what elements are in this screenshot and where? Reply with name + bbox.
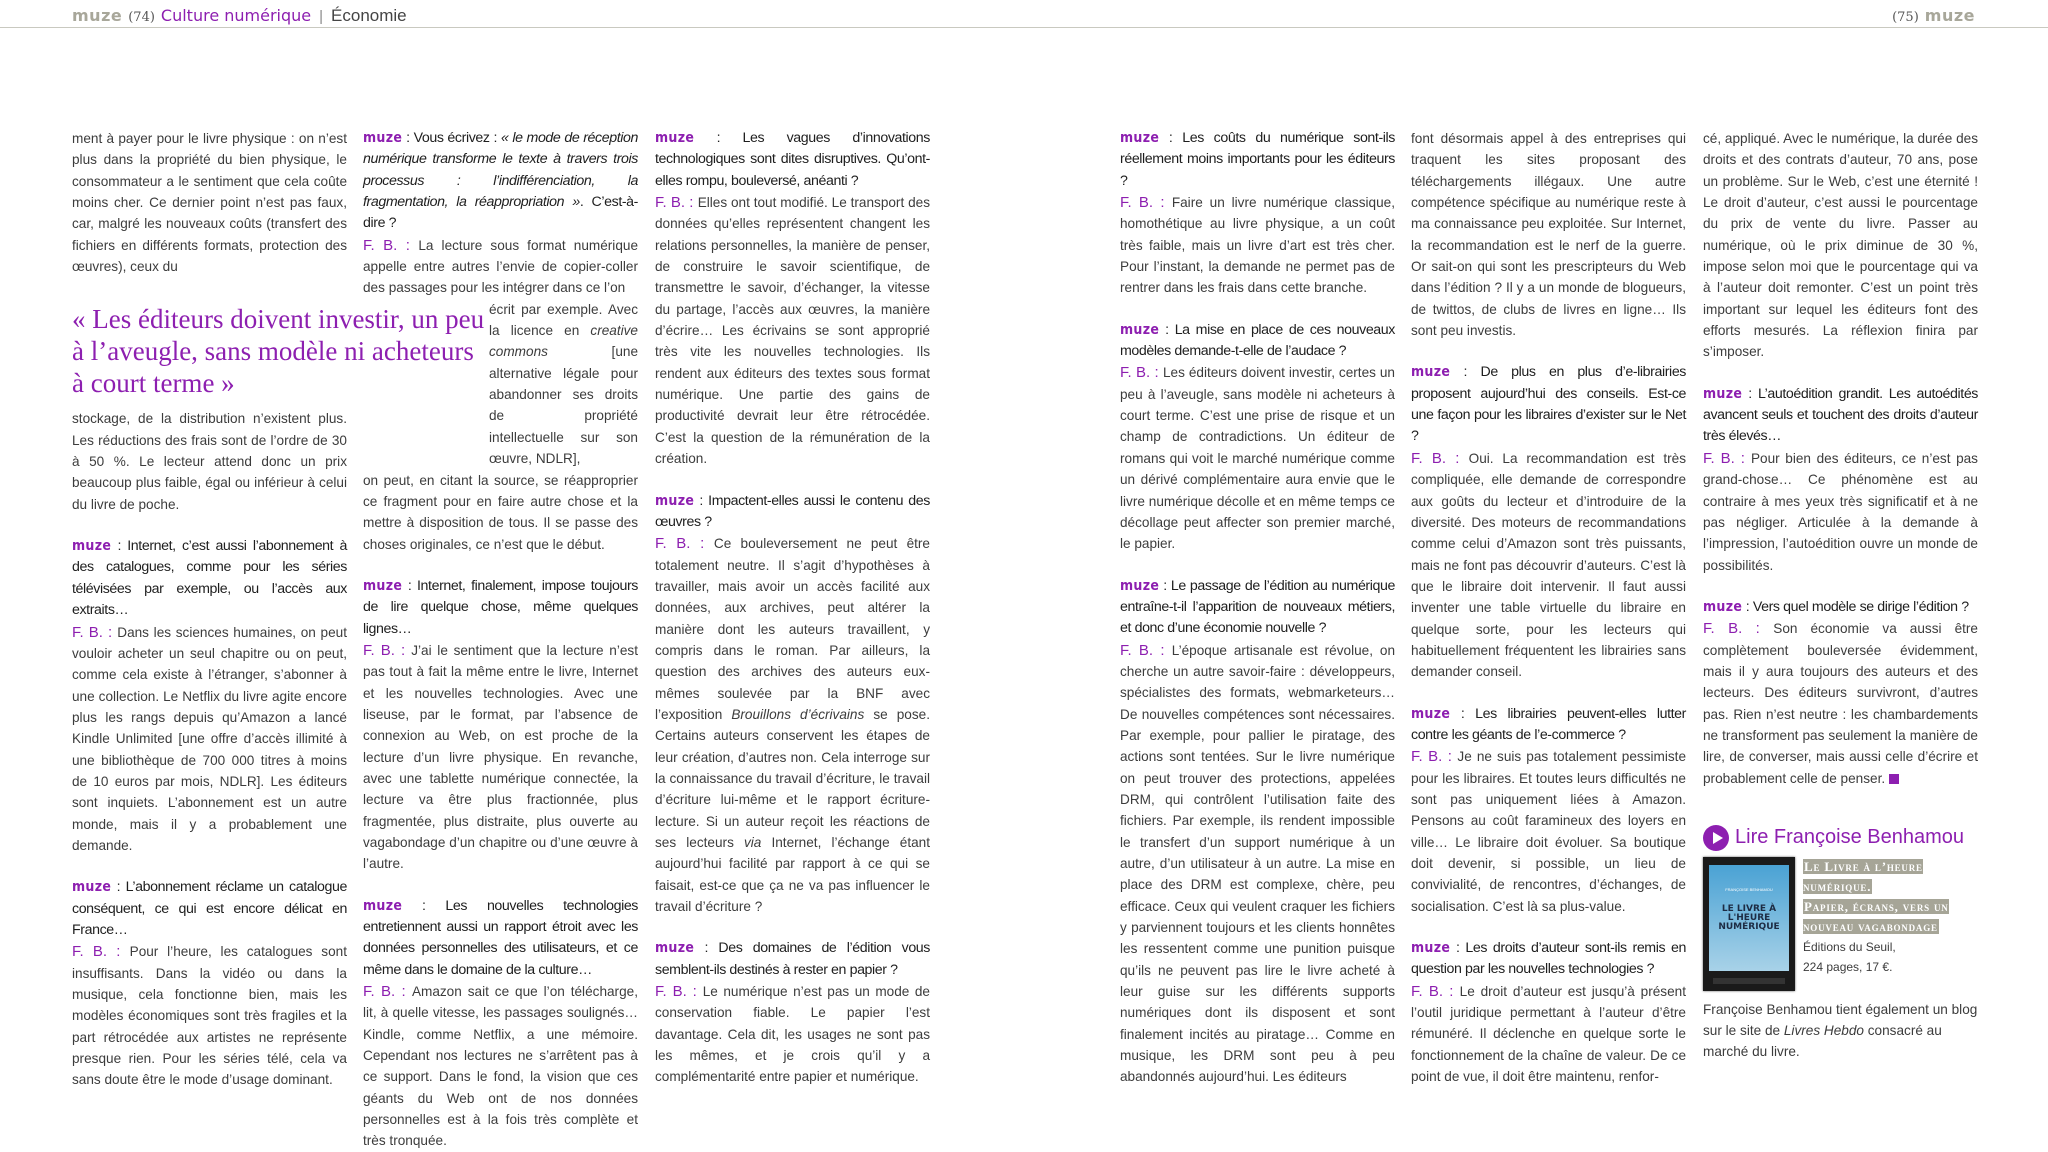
question: muze : Impactent-elles aussi le contenu des œuvres ?	[655, 492, 930, 530]
question: muze : Les droits d’auteur sont-ils remis en question par les nouvelles technologies ?	[1411, 940, 1686, 978]
interviewer-label: muze	[1703, 385, 1743, 402]
answer: F. B. : Le numérique n’est pas un mode de conservation fiable. Le papier l’est davantage. Cela dit, les usages ne sont pas les mêmes, et je crois qu’il y a complémentarité entre papier et numérique.	[655, 983, 930, 1085]
interviewee-label: F. B.	[1703, 449, 1735, 467]
interviewee-label: F. B.	[72, 623, 103, 641]
question: muze : L’abonnement réclame un catalogue conséquent, ce qui est encore délicat en France…	[72, 879, 347, 938]
column-5	[1411, 128, 1686, 1087]
interviewee-label: F. B.	[1411, 449, 1447, 467]
column-3	[655, 128, 930, 1088]
answer: F. B. : Elles ont tout modifié. Le transport des données qu’elles représentent changent les relations personnelles, la manière de penser, de construire le savoir scientifique, de transmettre le savoir, d’échanger, la vitesse du partage, l’accès aux œuvres, la manière d’écrire… Les écrivains se sont approprié très vite les nouvelles technologies. Ils rendent aux éditeurs des textes sous format numérique. Une partie des gains de productivité devrait leur être rétrocédée. C’est la question de la rémunération de la création.	[655, 194, 930, 467]
interviewee-label: F. B.	[1120, 194, 1154, 212]
interviewee-label: F. B.	[655, 535, 691, 553]
interviewer-label: muze	[72, 538, 112, 555]
interviewee-label: F. B.	[363, 236, 398, 254]
interviewer-label: muze	[1120, 577, 1160, 594]
column-1	[72, 128, 347, 1091]
question: muze : Le passage de l’édition au numérique entraîne-t-il l’apparition de nouveaux métiers, et donc d’une économie nouvelle ?	[1120, 577, 1395, 637]
answer: F. B. : Faire un livre numérique classique, homothétique au livre physique, a un coût très faible, mais un livre d’art est très cher. Pour l’instant, la demande ne permet pas de rentrer dans les frais dans cette branche.	[1120, 194, 1395, 296]
interviewer-label: muze	[1120, 130, 1160, 146]
question: muze : Les vagues d’innovations technologiques sont dites disruptives. Qu’ont-elles rompu, bouleversé, anéanti ?	[655, 130, 930, 189]
interviewee-label: F. B.	[1703, 620, 1743, 638]
body-paragraph: font désormais appel à des entreprises qui traquent les sites proposant des téléchargements illégaux. Une autre compétence spécifique au numérique reste à ma connaissance peu exploitée. Sur Internet, la recommandation est le nerf de la guerre. Or sait-on qui sont les prescripteurs du Web dans l’édition ? Il y a un monde de blogueurs, de twittos, de clubs de livres en ligne… Ils sont peu investis.	[1411, 131, 1686, 339]
answer: F. B. : Dans les sciences humaines, on peut vouloir acheter un seul chapitre ou on peut, comme cela existe à l’étranger, s’abonner à une collection. Le Netflix du livre agite encore plus les rangs depuis qu’Amazon a lancé Kindle Unlimited [une offre d’accès illimité à une bibliothèque de 700 000 titres à moins de 10 euros par mois, NDLR]. Les éditeurs sont inquiets. L’abonnement est un autre monde, mais il y a probablement une demande.	[72, 623, 347, 853]
interviewee-label: F. B.	[655, 194, 686, 212]
subsection-title: Économie	[331, 6, 407, 25]
muze-logo-left: muze	[72, 6, 123, 25]
page-number-left: (74)	[128, 10, 155, 25]
interviewer-label: muze	[1411, 940, 1451, 957]
book-subtitle: Papier, écrans, vers un nouveau vagabondage	[1803, 898, 1949, 934]
interviewer-label: muze	[363, 130, 403, 146]
interviewer-label: muze	[655, 492, 695, 509]
blog-note: Françoise Benhamou tient également un blog sur le site de Livres Hebdo consacré au marché du livre.	[1703, 1001, 1978, 1059]
interviewee-label: F. B.	[1411, 982, 1444, 1000]
interviewer-label: muze	[363, 897, 403, 914]
interviewee-label: F. B.	[1411, 748, 1443, 766]
answer: F. B. : J’ai le sentiment que la lecture n’est pas tout à fait la même entre le livre, Internet et les nouvelles technologies. Avec une liseuse, par le format, par l’absence de connexion au Web, on est proche de la lecture d’un livre physique. En revanche, avec une tablette numérique connectée, la lecture va être plus fractionnée, plus fragmentée, plus distraite, plus ouverte au vagabondage d’un chapitre ou d’une œuvre à l’autre.	[363, 641, 638, 872]
question: muze : Internet, c’est aussi l’abonnement à des catalogues, comme pour les séries télévisées par exemple, ou l’accès aux extraits…	[72, 538, 347, 619]
interviewer-label: muze	[655, 130, 695, 146]
interviewer-label: muze	[1411, 364, 1451, 381]
muze-logo-right: muze	[1924, 6, 1975, 25]
question: muze : Internet, finalement, impose toujours de lire quelque chose, même quelques lignes…	[363, 577, 638, 637]
answer: F. B. : Je ne suis pas totalement pessimiste pour les libraires. Et toutes leurs difficultés ne sont pas uniquement liées à Amazon. Pensons au coût faramineux des loyers en ville… Le libraire doit évoluer. Sa boutique doit devenir, si possible, un lieu de convivialité, de rencontres, d’échanges, de socialisation. C’est là sa plus-value.	[1411, 748, 1687, 914]
question: muze : Les coûts du numérique sont-ils réellement moins importants pour les éditeurs ?	[1120, 130, 1395, 189]
interviewee-label: F. B.	[363, 641, 395, 659]
page-number-right: (75)	[1892, 10, 1919, 25]
question: muze : Les nouvelles technologies entretiennent aussi un rapport étroit avec les données personnelles des utilisateurs, et ce même dans le domaine de la culture…	[363, 897, 638, 978]
question: muze : Vers quel modèle se dirige l’édition ?	[1703, 598, 1969, 615]
interviewer-label: muze	[1703, 598, 1743, 615]
book-title: Le Livre à l’heure numérique.	[1803, 858, 1923, 894]
answer: F. B. : Son économie va aussi être complètement bouleversée évidemment, mais il y aura toujours des auteurs et des lecteurs. Des éditeurs survivront, d’autres pas. Rien n’est neutre : les chambardements ne transforment pas seulement la manière de lire, de converser, mais aussi celle d’écrire et probablement celle de penser.	[1703, 620, 1978, 786]
body-paragraph: cé, appliqué. Avec le numérique, la durée des droits et des contrats d’auteur, 70 ans, pose un problème. Sur le Web, c’est une éternité ! Le droit d’auteur, c’est aussi le pourcentage du prix de vente du livre. Passer au numérique, où le prix diminue de 30 %, impose selon moi que le pourcentage qui va à l’auteur doit remonter. C’est un point très important sur lequel les éditeurs font des efforts mesurés. La réflexion finira par s’imposer.	[1703, 131, 1978, 360]
body-paragraph: stockage, de la distribution n’existent plus. Les réductions des frais sont de l’ordre de 30 à 50 %. Le lecteur attend donc un prix beaucoup plus faible, égal ou inférieur à celui du livre de poche.	[72, 411, 347, 512]
answer: F. B. : Le droit d’auteur est jusqu’à présent l’outil juridique permettant à l’auteur d’être rémunéré. Il déclenche en quelque sorte le fonctionnement de la chaîne de valeur. De ce point de vue, il doit être maintenu, renfor-	[1411, 982, 1686, 1085]
question: muze : Les librairies peuvent-elles lutter contre les géants de l’e-commerce ?	[1411, 705, 1686, 743]
interviewee-label: F. B.	[1120, 364, 1151, 382]
book-info	[1703, 857, 1978, 991]
book-pages-price: 224 pages, 17 €.	[1803, 959, 1893, 974]
question: muze : L’autoédition grandit. Les autoédités avancent seuls et touchent des droits d’auteur très élevés…	[1703, 385, 1978, 445]
interviewee-label: F. B.	[363, 983, 396, 1001]
interviewer-label: muze	[1120, 321, 1160, 338]
question: muze : Des domaines de l’édition vous semblent-ils destinés à rester en papier ?	[655, 940, 930, 978]
interviewer-label: muze	[1411, 705, 1451, 722]
header-separator: |	[319, 8, 324, 25]
interviewee-label: F. B.	[72, 943, 108, 961]
interviewer-label: muze	[72, 879, 112, 896]
section-title: Culture numérique	[160, 6, 312, 25]
column-4	[1120, 128, 1395, 1088]
header-right	[1886, 6, 1975, 26]
answer: F. B. : Pour l’heure, les catalogues sont insuffisants. Dans la vidéo ou dans la musique, cela fonctionne bien, mais les modèles économiques sont très fragiles et la part rétrocédée aux artistes ne représente presque rien. Pour les séries télé, cela va sans doute être le mode d’usage dominant.	[72, 943, 347, 1088]
interviewee-label: F. B.	[1120, 641, 1154, 659]
answer: F. B. : Ce bouleversement ne peut être totalement neutre. Il s’agit d’hypothèses à travailler, mais avoir un accès facilité aux données, aux archives, peut altérer la manière dont les auteurs travaillent, y compris dans le roman. Par ailleurs, la question des archives des auteurs eux-mêmes soulevée par la BNF avec l’exposition Brouillons d’écrivains se pose. Certains auteurs conservent les étapes de leur création, d’autres non. Cela interroge sur la connaissance du travail d’écriture, le travail d’écriture lui-même et le rapport écriture-lecture. Si un auteur reçoit les réactions de ses lecteurs via Internet, l’échange étant aujourd’hui facilité par rapport à ce qui se faisait, est-ce que ça ne va pas influencer le travail d’écriture ?	[655, 535, 931, 915]
interviewer-label: muze	[655, 940, 695, 957]
answer: F. B. : La lecture sous format numérique appelle entre autres l’envie de copier-coller des passages pour les intégrer dans ce l’on	[363, 236, 638, 296]
question: muze : La mise en place de ces nouveaux modèles demande-t-elle de l’audace ?	[1120, 321, 1395, 360]
interviewer-label: muze	[363, 577, 403, 594]
play-arrow-icon	[1703, 825, 1729, 851]
page-header	[0, 0, 2048, 28]
answer: F. B. : L’époque artisanale est révolue, on cherche un autre savoir-faire : développeurs, spécialistes des formats, webmarketeurs… De nouvelles compétences sont nécessaires. Par exemple, pour pallier le piratage, des actions sont tentées. Sur le livre numérique on peut trouver des protections, appelées DRM, qui contrôlent l’utilisation faite des fichiers. Par exemple, ils rendent impossible le transfert d’un support numérique à un autre, d’un utilisateur à un autre. La mise en place des DRM est complexe, chère, peu efficace. Ceux qui veulent craquer les fichiers y parviennent toujours et les clients honnêtes les ressentent comme une punition puisque qu’ils ne peuvent pas lire le livre acheté à leur guise sur les différents supports numériques dont ils disposent et sont finalement incités au piratage… Comme en musique, les DRM sont peu à peu abandonnés aujourd’hui. Les éditeurs	[1120, 641, 1396, 1085]
header-left	[72, 6, 407, 26]
pull-quote: « Les éditeurs doivent investir, un peu à l’aveugle, sans modèle ni acheteurs à court terme »	[72, 304, 485, 398]
answer: F. B. : Les éditeurs doivent investir, certes un peu à l’aveugle, sans modèle ni acheteurs à court terme. C’est une prise de risque et un champ de contradictions. Un éditeur de romans qui voit le marché numérique comme un dérivé complémentaire aura envie que le livre numérique décolle et en même temps ce décollage peut affecter son premier marché, le papier.	[1120, 364, 1395, 552]
body-paragraph: ment à payer pour le livre physique : on n’est plus dans la propriété du bien physique, le consommateur a le sentiment que cela coûte moins cher. Ce dernier point n’est pas faux, car, malgré les nouveaux coûts (transfert des fichiers en différents formats, protection des œuvres), ceux du	[72, 131, 347, 275]
answer: F. B. : Pour bien des éditeurs, ce n’est pas grand-chose… Ce phénomène est au contraire à mes yeux très significatif et à ne pas négliger. Articulée à la demande à l’impression, l’autoédition ouvre un monde de possibilités.	[1703, 449, 1978, 573]
header-rule	[0, 27, 2048, 28]
answer: on peut, en citant la source, se réapproprier ce fragment pour en faire autre chose et la mettre à disposition de tous. Il se passe des choses originales, ce n’est que le début.	[363, 472, 638, 552]
interviewee-label: F. B.	[655, 983, 687, 1001]
column-6	[1703, 128, 1978, 1062]
book-cover-image: FRANÇOISE BENHAMOU LE LIVRE À L'HEURE NUMÉRIQUE	[1703, 857, 1795, 991]
book-details	[1803, 857, 1978, 991]
end-of-article-icon	[1889, 774, 1899, 784]
answer-wrap-around-quote: écrit par exemple. Avec la licence en creative commons [une alternative légale pour abandonner ses droits de propriété intellectuelle sur son œuvre, NDLR],	[489, 301, 638, 467]
column-2	[363, 128, 638, 1152]
answer: F. B. : Oui. La recommandation est très compliquée, elle demande de correspondre aux goûts du lecteur et d’introduire de la diversité. Des moteurs de recommandations comme celui d’Amazon sont très puissants, mais ne font pas découvrir d’auteurs. C’est là que le libraire doit intervenir. Il faut aussi inventer une table virtuelle du libraire en quelque sorte, pour les lecteurs qui habituellement fréquentent les librairies sans demander conseil.	[1411, 449, 1686, 680]
question: muze : De plus en plus d’e-librairies proposent aujourd’hui des conseils. Est-ce une façon pour les libraires d’exister sur le Net ?	[1411, 364, 1686, 445]
book-recommendation-box	[1703, 825, 1978, 1062]
question: muze : Vous écrivez : « le mode de réception numérique transforme le texte à travers trois processus : l’indifférenciation, la fragmentation, la réappropriation ». C’est-à-dire ?	[363, 130, 638, 232]
book-publisher: Éditions du Seuil,	[1803, 939, 1896, 954]
book-box-title: Lire Françoise Benhamou	[1703, 825, 1978, 851]
answer: F. B. : Amazon sait ce que l’on télécharge, lit, à quelle vitesse, les passages soulignés… Kindle, comme Netflix, a une mémoire. Cependant nos lectures ne s’arrêtent pas à ce support. Dans le fond, la vision que ces géants du Web ont de nos données personnelles est à la fois très complète et très tronquée.	[363, 983, 638, 1149]
